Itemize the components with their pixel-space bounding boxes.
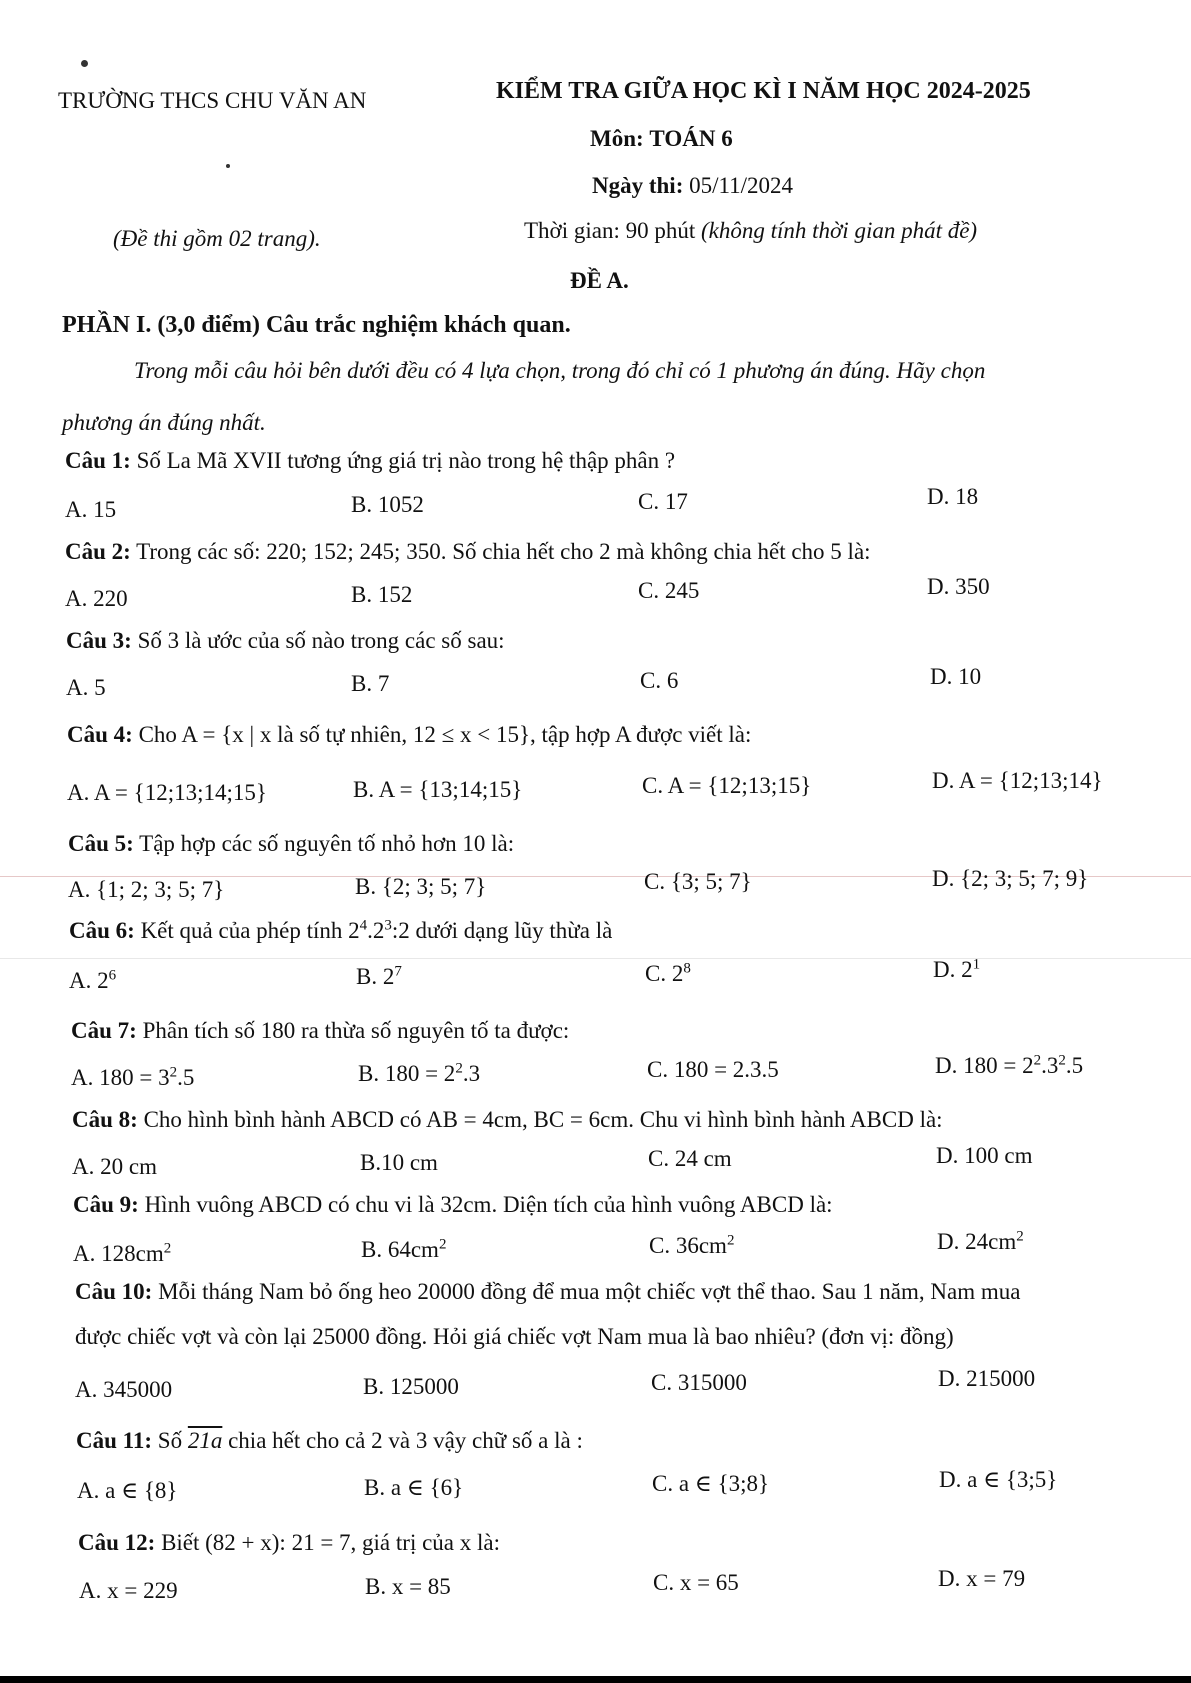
option-b[interactable]: B. 1052	[351, 492, 424, 517]
question-7	[71, 1018, 569, 1044]
question-text: Cho hình bình hành ABCD có AB = 4cm, BC = 6cm. Chu vi hình bình hành ABCD là:	[143, 1107, 943, 1132]
option-d[interactable]: D. a ∈ {3;5}	[939, 1467, 1058, 1492]
option-c[interactable]	[645, 961, 691, 987]
exponent: 8	[683, 960, 691, 977]
question-text-pre: Kết quả của phép tính 2	[140, 918, 360, 943]
question-text: Biết (82 + x): 21 = 7, giá trị của x là:	[161, 1530, 500, 1555]
question-3	[66, 628, 505, 654]
exponent: 1	[972, 956, 981, 973]
question-2	[65, 539, 871, 565]
option-c[interactable]: C. a ∈ {3;8}	[652, 1471, 770, 1496]
pages-note: (Đề thi gồm 02 trang).	[113, 226, 321, 251]
option-b[interactable]: B. a ∈ {6}	[364, 1475, 464, 1500]
scan-line	[0, 958, 1191, 959]
option-a[interactable]	[69, 968, 116, 994]
question-label: Câu 4:	[67, 722, 133, 747]
option-a[interactable]: A. x = 229	[79, 1578, 178, 1603]
exam-code: ĐỀ A.	[570, 268, 629, 293]
option-c[interactable]	[647, 1057, 779, 1083]
option-d[interactable]: D. x = 79	[938, 1566, 1026, 1591]
option-d[interactable]: D. 350	[927, 574, 990, 599]
option-c[interactable]: C. 315000	[651, 1370, 747, 1395]
option-mid: .3	[462, 1061, 481, 1086]
option-base: C. 2	[645, 961, 684, 986]
part1-instruction: Trong mỗi câu hỏi bên dưới đều có 4 lựa chọn, trong đó chỉ có 1 phương án đúng. Hãy chọn	[134, 358, 986, 383]
option-c[interactable]: C. 6	[640, 668, 679, 693]
option-c[interactable]: C. 245	[638, 578, 700, 603]
option-d[interactable]: D. 18	[927, 484, 979, 509]
option-c[interactable]: C. 24 cm	[648, 1146, 732, 1171]
question-text: Phân tích số 180 ra thừa số nguyên tố ta được:	[142, 1018, 570, 1043]
option-b[interactable]: B. {2; 3; 5; 7}	[355, 874, 487, 899]
option-pre: D. 180 = 2	[935, 1053, 1034, 1078]
question-text: Trong các số: 220; 152; 245; 350. Số chia hết cho 2 mà không chia hết cho 5 là:	[136, 539, 871, 564]
question-label: Câu 9:	[73, 1192, 139, 1217]
exponent: 2	[169, 1064, 178, 1081]
option-mid: .3	[1041, 1053, 1059, 1078]
option-pre: B. 180 = 2	[358, 1061, 456, 1086]
option-a[interactable]: A. {1; 2; 3; 5; 7}	[68, 877, 225, 902]
scan-line	[0, 1676, 1191, 1683]
exponent: 4	[359, 917, 368, 934]
option-base: B. 64cm	[361, 1237, 439, 1262]
date-line	[592, 173, 793, 199]
exponent: 2	[1033, 1052, 1042, 1069]
time-note: (không tính thời gian phát đề)	[700, 218, 978, 243]
question-label: Câu 6:	[69, 918, 135, 943]
question-text: Hình vuông ABCD có chu vi là 32cm. Diện tích của hình vuông ABCD là:	[144, 1192, 833, 1217]
exam-title: KIỂM TRA GIỮA HỌC KÌ I NĂM HỌC 2024-2025	[496, 78, 1031, 104]
question-text-post: chia hết cho cả 2 và 3 vậy chữ số a là :	[228, 1428, 583, 1453]
option-mid: .5	[177, 1065, 195, 1090]
option-d[interactable]	[933, 957, 980, 983]
exponent: 2	[163, 1240, 172, 1257]
option-c[interactable]: C. {3; 5; 7}	[644, 869, 752, 894]
question-6	[69, 918, 612, 944]
question-label: Câu 5:	[68, 831, 134, 856]
option-post: .5	[1065, 1053, 1084, 1078]
question-label: Câu 3:	[66, 628, 132, 653]
scan-mark	[226, 164, 230, 168]
question-label: Câu 11:	[76, 1428, 153, 1453]
exponent: 2	[455, 1060, 463, 1077]
question-text: Cho A = {x | x là số tự nhiên, 12 ≤ x < 15}, tập hợp A được viết là:	[138, 722, 752, 747]
option-d[interactable]: D. {2; 3; 5; 7; 9}	[932, 866, 1089, 891]
option-b[interactable]: B. 7	[351, 671, 390, 696]
time-line	[524, 218, 977, 244]
option-d[interactable]: D. A = {12;13;14}	[932, 768, 1103, 793]
option-a[interactable]: A. 345000	[75, 1377, 173, 1402]
exponent: 3	[384, 917, 392, 934]
question-5	[68, 831, 514, 857]
option-c[interactable]: C. A = {12;13;15}	[642, 773, 812, 798]
option-a[interactable]	[73, 1241, 171, 1267]
option-d[interactable]	[935, 1053, 1083, 1079]
question-label: Câu 8:	[72, 1107, 138, 1132]
option-a[interactable]: A. 20 cm	[72, 1154, 157, 1179]
option-b[interactable]: B. 152	[351, 582, 413, 607]
overlined-number: 21a	[187, 1428, 223, 1453]
question-text: Số La Mã XVII tương ứng giá trị nào trong hệ thập phân ?	[136, 448, 676, 473]
question-label: Câu 7:	[71, 1018, 137, 1043]
part1-title: PHẦN I. (3,0 điểm) Câu trắc nghiệm khách quan.	[62, 312, 571, 338]
exponent: 2	[438, 1236, 447, 1253]
option-base: A. 2	[69, 968, 109, 993]
option-base: A. 128cm	[73, 1241, 164, 1266]
option-b[interactable]	[356, 964, 402, 990]
subject-label: Môn:	[590, 126, 644, 151]
subject-line	[590, 126, 733, 152]
option-d[interactable]: D. 100 cm	[936, 1143, 1033, 1168]
question-label: Câu 10:	[75, 1279, 153, 1304]
option-b[interactable]: B. 125000	[363, 1374, 459, 1399]
option-b[interactable]	[361, 1237, 446, 1263]
date-label: Ngày thi:	[592, 173, 684, 198]
option-a[interactable]	[71, 1065, 194, 1091]
option-base: D. 24cm	[937, 1229, 1017, 1254]
question-label: Câu 2:	[65, 539, 131, 564]
option-c[interactable]: C. 17	[638, 489, 688, 514]
question-text: Số 3 là ước của số nào trong các số sau:	[137, 628, 505, 653]
option-a[interactable]: A. A = {12;13;14;15}	[67, 780, 267, 805]
question-10	[75, 1279, 1020, 1305]
option-pre: C. 180 = 2.3.5	[647, 1057, 779, 1082]
option-base: C. 36cm	[649, 1233, 727, 1258]
exponent: 2	[1058, 1052, 1066, 1069]
scan-mark	[81, 60, 88, 67]
option-a[interactable]: A. 15	[65, 497, 117, 522]
question-text-continued: được chiếc vợt và còn lại 25000 đồng. Hỏi giá chiếc vợt Nam mua là bao nhiêu? (đơn vị: đồng)	[75, 1324, 954, 1349]
question-4	[67, 722, 751, 748]
option-d[interactable]	[937, 1229, 1024, 1255]
question-1	[65, 448, 675, 474]
question-11	[76, 1428, 583, 1454]
option-base: B. 2	[356, 964, 395, 989]
exponent: 2	[1016, 1228, 1024, 1245]
school-name: TRƯỜNG THCS CHU VĂN AN	[58, 88, 367, 113]
exponent: 6	[108, 967, 117, 984]
question-8	[72, 1107, 943, 1133]
option-c[interactable]: C. x = 65	[653, 1570, 739, 1595]
option-d[interactable]: D. 10	[930, 664, 982, 689]
option-a[interactable]: A. 5	[66, 675, 106, 700]
question-label: Câu 12:	[78, 1530, 156, 1555]
exponent: 2	[726, 1232, 735, 1249]
time-label: Thời gian: 90 phút	[524, 218, 696, 243]
question-text-post: :2 dưới dạng lũy thừa là	[391, 918, 613, 943]
option-d[interactable]: D. 215000	[938, 1366, 1036, 1391]
option-a[interactable]: A. a ∈ {8}	[77, 1478, 178, 1503]
part1-instruction: phương án đúng nhất.	[62, 410, 266, 435]
subject-value: TOÁN 6	[649, 126, 733, 151]
question-text: Tập hợp các số nguyên tố nhỏ hơn 10 là:	[139, 831, 515, 856]
question-12	[78, 1530, 500, 1556]
question-text: Mỗi tháng Nam bỏ ống heo 20000 đồng để mua một chiếc vợt thể thao. Sau 1 năm, Nam mua	[158, 1279, 1021, 1304]
option-b[interactable]: B. x = 85	[365, 1574, 451, 1599]
question-label: Câu 1:	[65, 448, 131, 473]
option-pre: A. 180 = 3	[71, 1065, 170, 1090]
question-text-pre: Số	[157, 1428, 183, 1453]
exponent: 7	[394, 963, 402, 980]
option-a[interactable]: A. 220	[65, 586, 128, 611]
date-value: 05/11/2024	[689, 173, 794, 198]
option-b[interactable]	[358, 1061, 480, 1087]
question-text-mid: .2	[367, 918, 385, 943]
option-c[interactable]	[649, 1233, 734, 1259]
option-b[interactable]: B. A = {13;14;15}	[353, 777, 523, 802]
question-9	[73, 1192, 833, 1218]
option-base: D. 2	[933, 957, 973, 982]
option-b[interactable]: B.10 cm	[360, 1150, 438, 1175]
